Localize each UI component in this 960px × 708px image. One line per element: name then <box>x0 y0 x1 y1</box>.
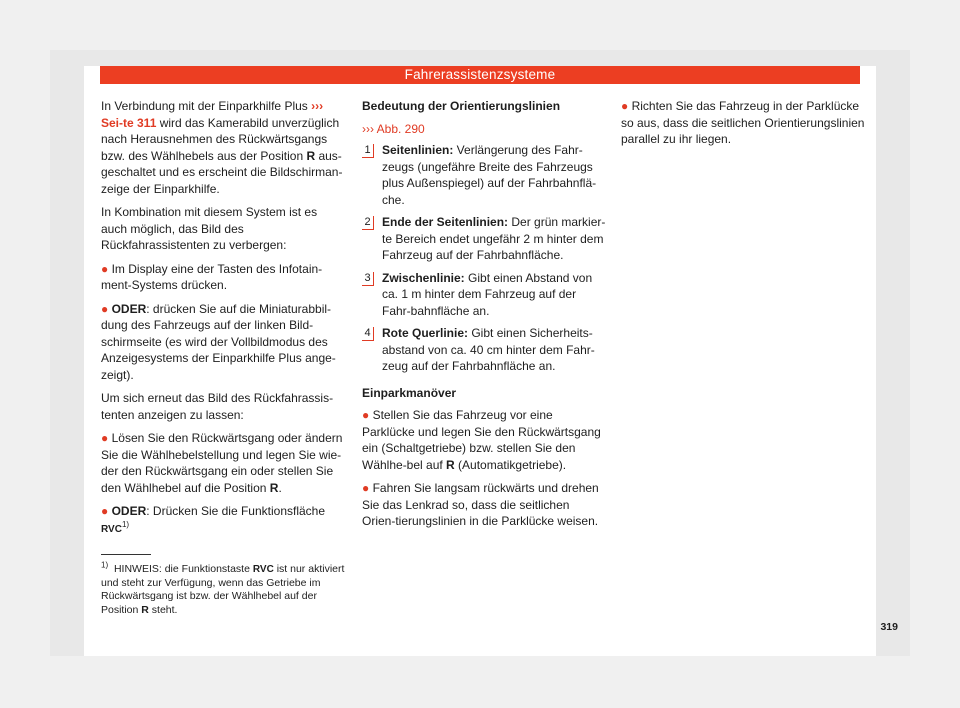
bullet-dot-icon: ● <box>101 431 109 445</box>
footnote: $^{1)}$ HINWEIS: die Funktionstaste RVC ist nur aktiviert und steht zur Verfügung, wenn das Getriebe im Rückwärtsgang ist bzw. der Wählhebel auf der Position R steht. <box>101 560 345 616</box>
bullet-item: ● Im Display eine der Tasten des Infotain-ment-Systems drücken. <box>101 261 323 292</box>
section-heading-parking: Einparkmanöver <box>362 385 457 400</box>
paragraph-camera-off: In Verbindung mit der Einparkhilfe Plus ››› Sei-te 311 wird das Kamerabild unverzüglich nach Herausnehmen des Rückwärtsgangs bzw. des Wählhebels aus der Position R aus-geschaltet und es erscheint die Bildschirman-zeige der Einparkhilfe. <box>101 99 343 196</box>
paragraph-combination: In Kombination mit diesem System ist es auch möglich, das Bild des Rückfahrassistenten zu verbergen: <box>101 205 318 252</box>
bullet-dot-icon: ● <box>101 504 109 518</box>
rvc-button-label: RVC <box>101 523 122 535</box>
bullet-item: ● Lösen Sie den Rückwärtsgang oder ändern Sie die Wählhebelstellung und legen Sie wie-der den Rückwärtsgang ein oder stellen Sie den Wählhebel auf die Position R. <box>101 431 343 495</box>
legend-item: 4 Rote Querlinie: Gibt einen Sicherheits-abstand von ca. 40 cm hinter dem Fahr-zeug auf der Fahrbahnfläche an. <box>362 325 606 375</box>
bullet-dot-icon: ● <box>362 481 370 495</box>
legend-item: 2 Ende der Seitenlinien: Der grün markier-te Bereich endet ungefähr 2 m hinter dem Fahrzeug auf der Fahrbahnfläche. <box>362 214 606 264</box>
legend-item: 3 Zwischenlinie: Gibt einen Abstand von ca. 1 m hinter dem Fahrzeug auf der Fahr-bahnfläche an. <box>362 270 606 320</box>
bullet-item: ● ODER: drücken Sie auf die Miniaturabbil-dung des Fahrzeugs auf der linken Bild-schirmseite (es wird der Vollbildmodus des Anzeigesystems der Einparkhilfe Plus ange-zeigt). <box>101 301 336 382</box>
bullet-item: ● ODER: Drücken Sie die Funktionsfläche RVC$^{1)}$ <box>101 504 326 535</box>
bullet-dot-icon: ● <box>621 99 629 113</box>
bullet-item: ● Fahren Sie langsam rückwärts und drehen Sie das Lenkrad so, dass die seitlichen Orien-tierungslinien in die Parklücke weisen. <box>362 481 599 528</box>
legend-number: 3 <box>362 272 374 286</box>
bullet-dot-icon: ● <box>101 261 109 276</box>
page-reference-link[interactable]: ››› Sei-te 311 <box>101 99 324 130</box>
paragraph-show-again: Um sich erneut das Bild des Rückfahrassis-tenten anzeigen zu lassen: <box>101 391 334 422</box>
footnote-marker: 1) <box>101 560 109 570</box>
column-right <box>621 98 865 155</box>
legend-number: 2 <box>362 216 374 230</box>
figure-reference-link[interactable]: ››› Abb. 290 <box>362 121 425 136</box>
legend-item: 1 Seitenlinien: Verlängerung des Fahr-zeugs (ungefähre Breite des Fahrzeugs plus Außenspiegel) auf der Fahrbahnflä-che. <box>362 142 606 208</box>
bullet-dot-icon: ● <box>101 301 109 316</box>
bullet-dot-icon: ● <box>362 408 370 422</box>
footnote-divider <box>101 554 151 555</box>
footnote-marker: 1) <box>121 519 130 529</box>
chapter-header: Fahrerassistenzsysteme <box>100 66 860 84</box>
column-middle <box>362 98 606 537</box>
page-number: 319 <box>880 621 898 633</box>
bullet-item: ● Richten Sie das Fahrzeug in der Parklücke so aus, dass die seitlichen Orientierungslinien parallel zu ihr liegen. <box>621 99 865 146</box>
section-heading-orientation-lines: Bedeutung der Orientierungslinien <box>362 99 561 113</box>
legend-number: 4 <box>362 327 374 341</box>
legend-number: 1 <box>362 144 374 158</box>
column-left <box>101 98 345 545</box>
bullet-item: ● Stellen Sie das Fahrzeug vor eine Parklücke und legen Sie den Rückwärtsgang ein (Schaltgetriebe) bzw. stellen Sie den Wählhe-bel auf R (Automatikgetriebe). <box>362 408 601 472</box>
